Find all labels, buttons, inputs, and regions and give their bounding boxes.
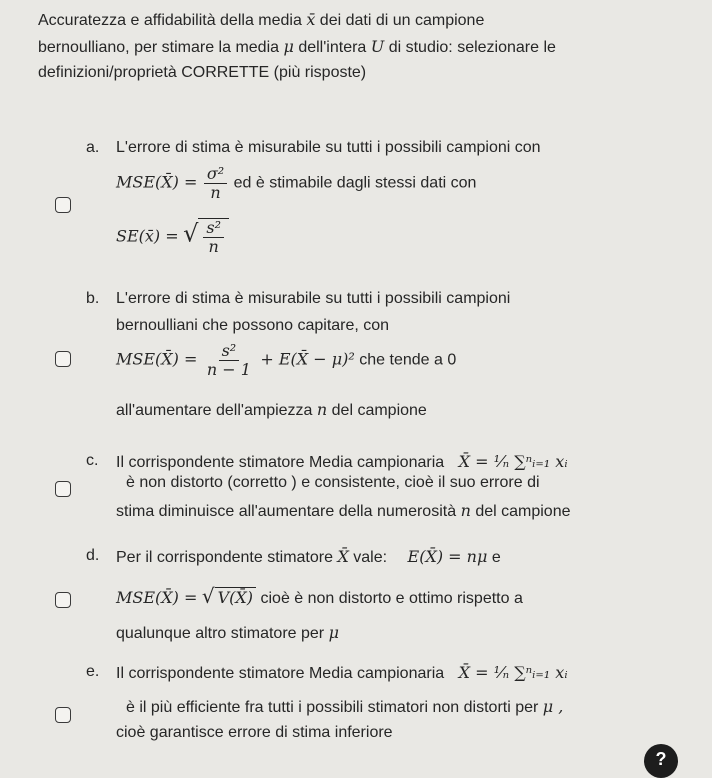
u-symbol: U (370, 37, 385, 56)
option-a-checkbox[interactable] (55, 197, 71, 213)
option-a-formula-1: MSE(X̄) = $\frac{\text{σ²}}{n}$ ed è stimabile dagli stessi dati con (116, 164, 477, 202)
option-c-formula: X̄ = ¹⁄ₙ ∑ⁿᵢ₌₁ xᵢ (458, 452, 568, 471)
option-b-line-2: bernoulliani che possono capitare, con (116, 317, 390, 334)
option-a-formula-2: SE(x̄) = √ $\frac{\text{s²}}{n}$ (116, 218, 229, 255)
option-a-letter: a. (86, 139, 100, 156)
option-d-letter: d. (86, 547, 100, 564)
help-button[interactable]: ? (644, 744, 678, 778)
option-e-line-3: cioè garantisce errore di stima inferiore (116, 724, 393, 741)
option-e-line-2: è il più efficiente fra tutti i possibili stimatori non distorti per μ , (126, 697, 564, 716)
option-c-line-1: Il corrispondente stimatore Media campionaria X̄ = ¹⁄ₙ ∑ⁿᵢ₌₁ xᵢ (116, 452, 568, 471)
option-b-formula: MSE(X̄) = $\frac{\text{s²}}{n - 1}$ + E(X̄ − μ)² che tende a 0 (116, 341, 457, 379)
question-line-1: Accuratezza e affidabilità della media x̄ dei dati di un campione (38, 10, 485, 29)
option-e-line-1: Il corrispondente stimatore Media campionaria X̄ = ¹⁄ₙ ∑ⁿᵢ₌₁ xᵢ (116, 663, 568, 682)
mu-symbol: μ (283, 37, 294, 56)
option-d-checkbox[interactable] (55, 592, 71, 608)
option-d-formula: MSE(X̄) = √ V(X̄) cioè è non distorto e ottimo rispetto a (116, 584, 523, 608)
question-line-3: definizioni/proprietà CORRETTE (più risposte) (38, 64, 367, 81)
option-e-formula: X̄ = ¹⁄ₙ ∑ⁿᵢ₌₁ xᵢ (458, 663, 568, 682)
option-a-line-1: L'errore di stima è misurabile su tutti i possibili campioni con (116, 139, 541, 156)
option-d-line-1: Per il corrispondente stimatore X̄ vale: E(X̄) = nμ e (116, 547, 501, 566)
option-e-checkbox[interactable] (55, 707, 71, 723)
xbar-symbol: x̄ (306, 10, 316, 29)
option-c-checkbox[interactable] (55, 481, 71, 497)
option-b-line-1: L'errore di stima è misurabile su tutti i possibili campioni (116, 290, 511, 307)
option-e-letter: e. (86, 663, 100, 680)
option-d-line-3: qualunque altro stimatore per μ (116, 623, 339, 642)
option-c-line-2: è non distorto (corretto ) e consistente, cioè il suo errore di (126, 474, 540, 491)
option-c-letter: c. (86, 452, 99, 469)
option-c-line-3: stima diminuisce all'aumentare della numerosità n del campione (116, 501, 571, 520)
option-b-checkbox[interactable] (55, 351, 71, 367)
question-line-2: bernoulliano, per stimare la media μ dell'intera U di studio: selezionare le (38, 37, 556, 56)
option-b-letter: b. (86, 290, 100, 307)
option-b-line-3: all'aumentare dell'ampiezza n del campione (116, 400, 427, 419)
